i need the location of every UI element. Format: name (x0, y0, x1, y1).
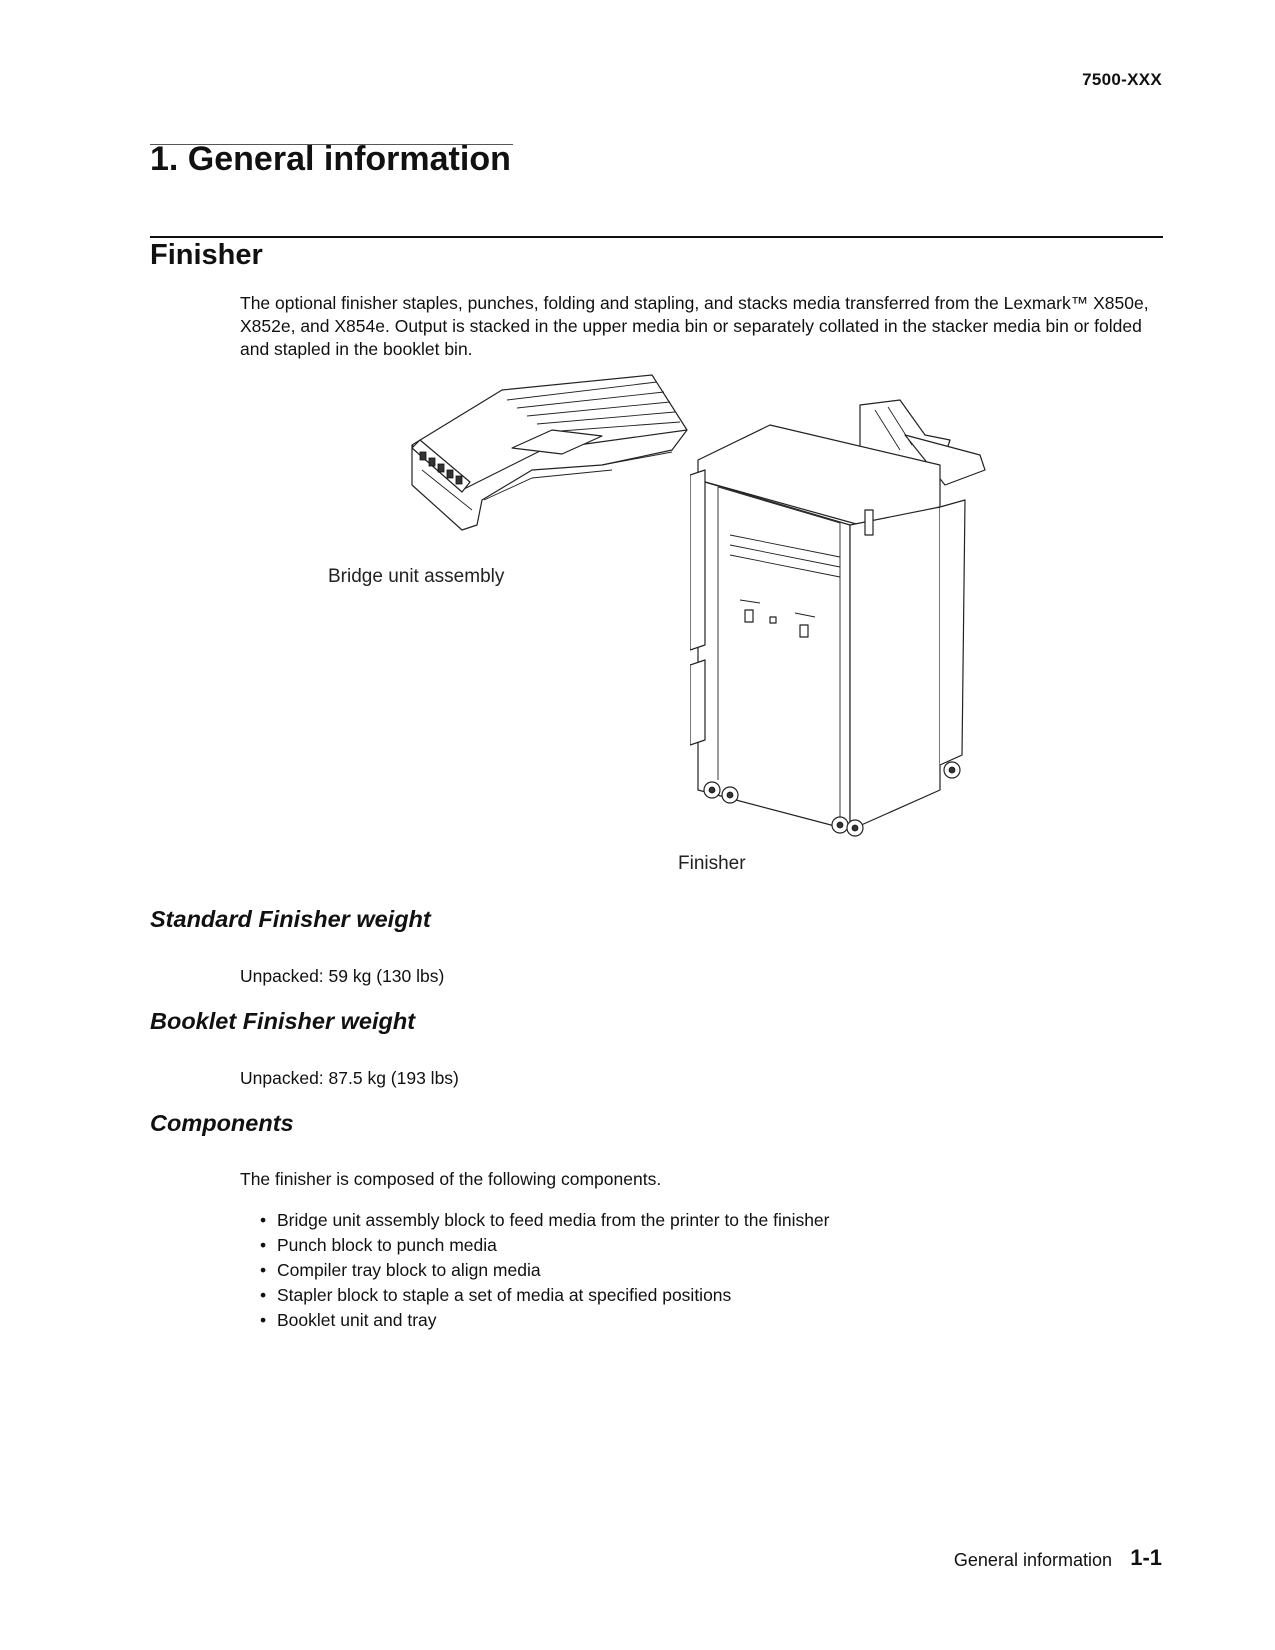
finisher-intro: The optional finisher staples, punches, folding and stapling, and stacks media transferred from the Lexmark™ X850e, X852e, and X854e. Output is stacked in the upper media bin or separately collated in the stacker media bin or folded and stapled in the booklet bin. (240, 293, 1149, 359)
list-item (260, 1308, 830, 1333)
components-list (260, 1208, 830, 1333)
components-heading: Components (150, 1110, 294, 1136)
booklet-weight-heading: Booklet Finisher weight (150, 1008, 416, 1034)
list-item (260, 1258, 830, 1283)
list-item-text: Bridge unit assembly block to feed media from the printer to the finisher (277, 1210, 830, 1230)
booklet-weight-value: Unpacked: 87.5 kg (193 lbs) (240, 1068, 459, 1088)
document-code: 7500-XXX (1082, 70, 1162, 89)
section-title: Finisher (150, 239, 263, 271)
components-intro: The finisher is composed of the following components. (240, 1169, 662, 1189)
standard-weight-heading: Standard Finisher weight (150, 906, 431, 932)
chapter-title: 1. General information (150, 140, 511, 178)
list-item (260, 1208, 830, 1233)
list-item-text: Stapler block to staple a set of media at specified positions (277, 1285, 732, 1305)
bullet: • (260, 1260, 267, 1280)
bridge-unit-illustration (402, 370, 692, 545)
bullet: • (260, 1235, 267, 1255)
footer-section-name: General information (953, 1550, 1112, 1570)
list-item-text: Compiler tray block to align media (277, 1260, 541, 1280)
section-rule (150, 236, 1163, 238)
page-number: 1-1 (1130, 1545, 1162, 1570)
list-item-text: Booklet unit and tray (277, 1310, 437, 1330)
bullet: • (260, 1285, 267, 1305)
bullet: • (260, 1310, 267, 1330)
bullet: • (260, 1210, 267, 1230)
list-item (260, 1233, 830, 1258)
list-item-text: Punch block to punch media (277, 1235, 497, 1255)
bridge-unit-caption: Bridge unit assembly (328, 566, 505, 587)
list-item (260, 1283, 830, 1308)
finisher-illustration (690, 395, 1000, 840)
finisher-caption: Finisher (678, 853, 746, 874)
standard-weight-value: Unpacked: 59 kg (130 lbs) (240, 966, 445, 986)
